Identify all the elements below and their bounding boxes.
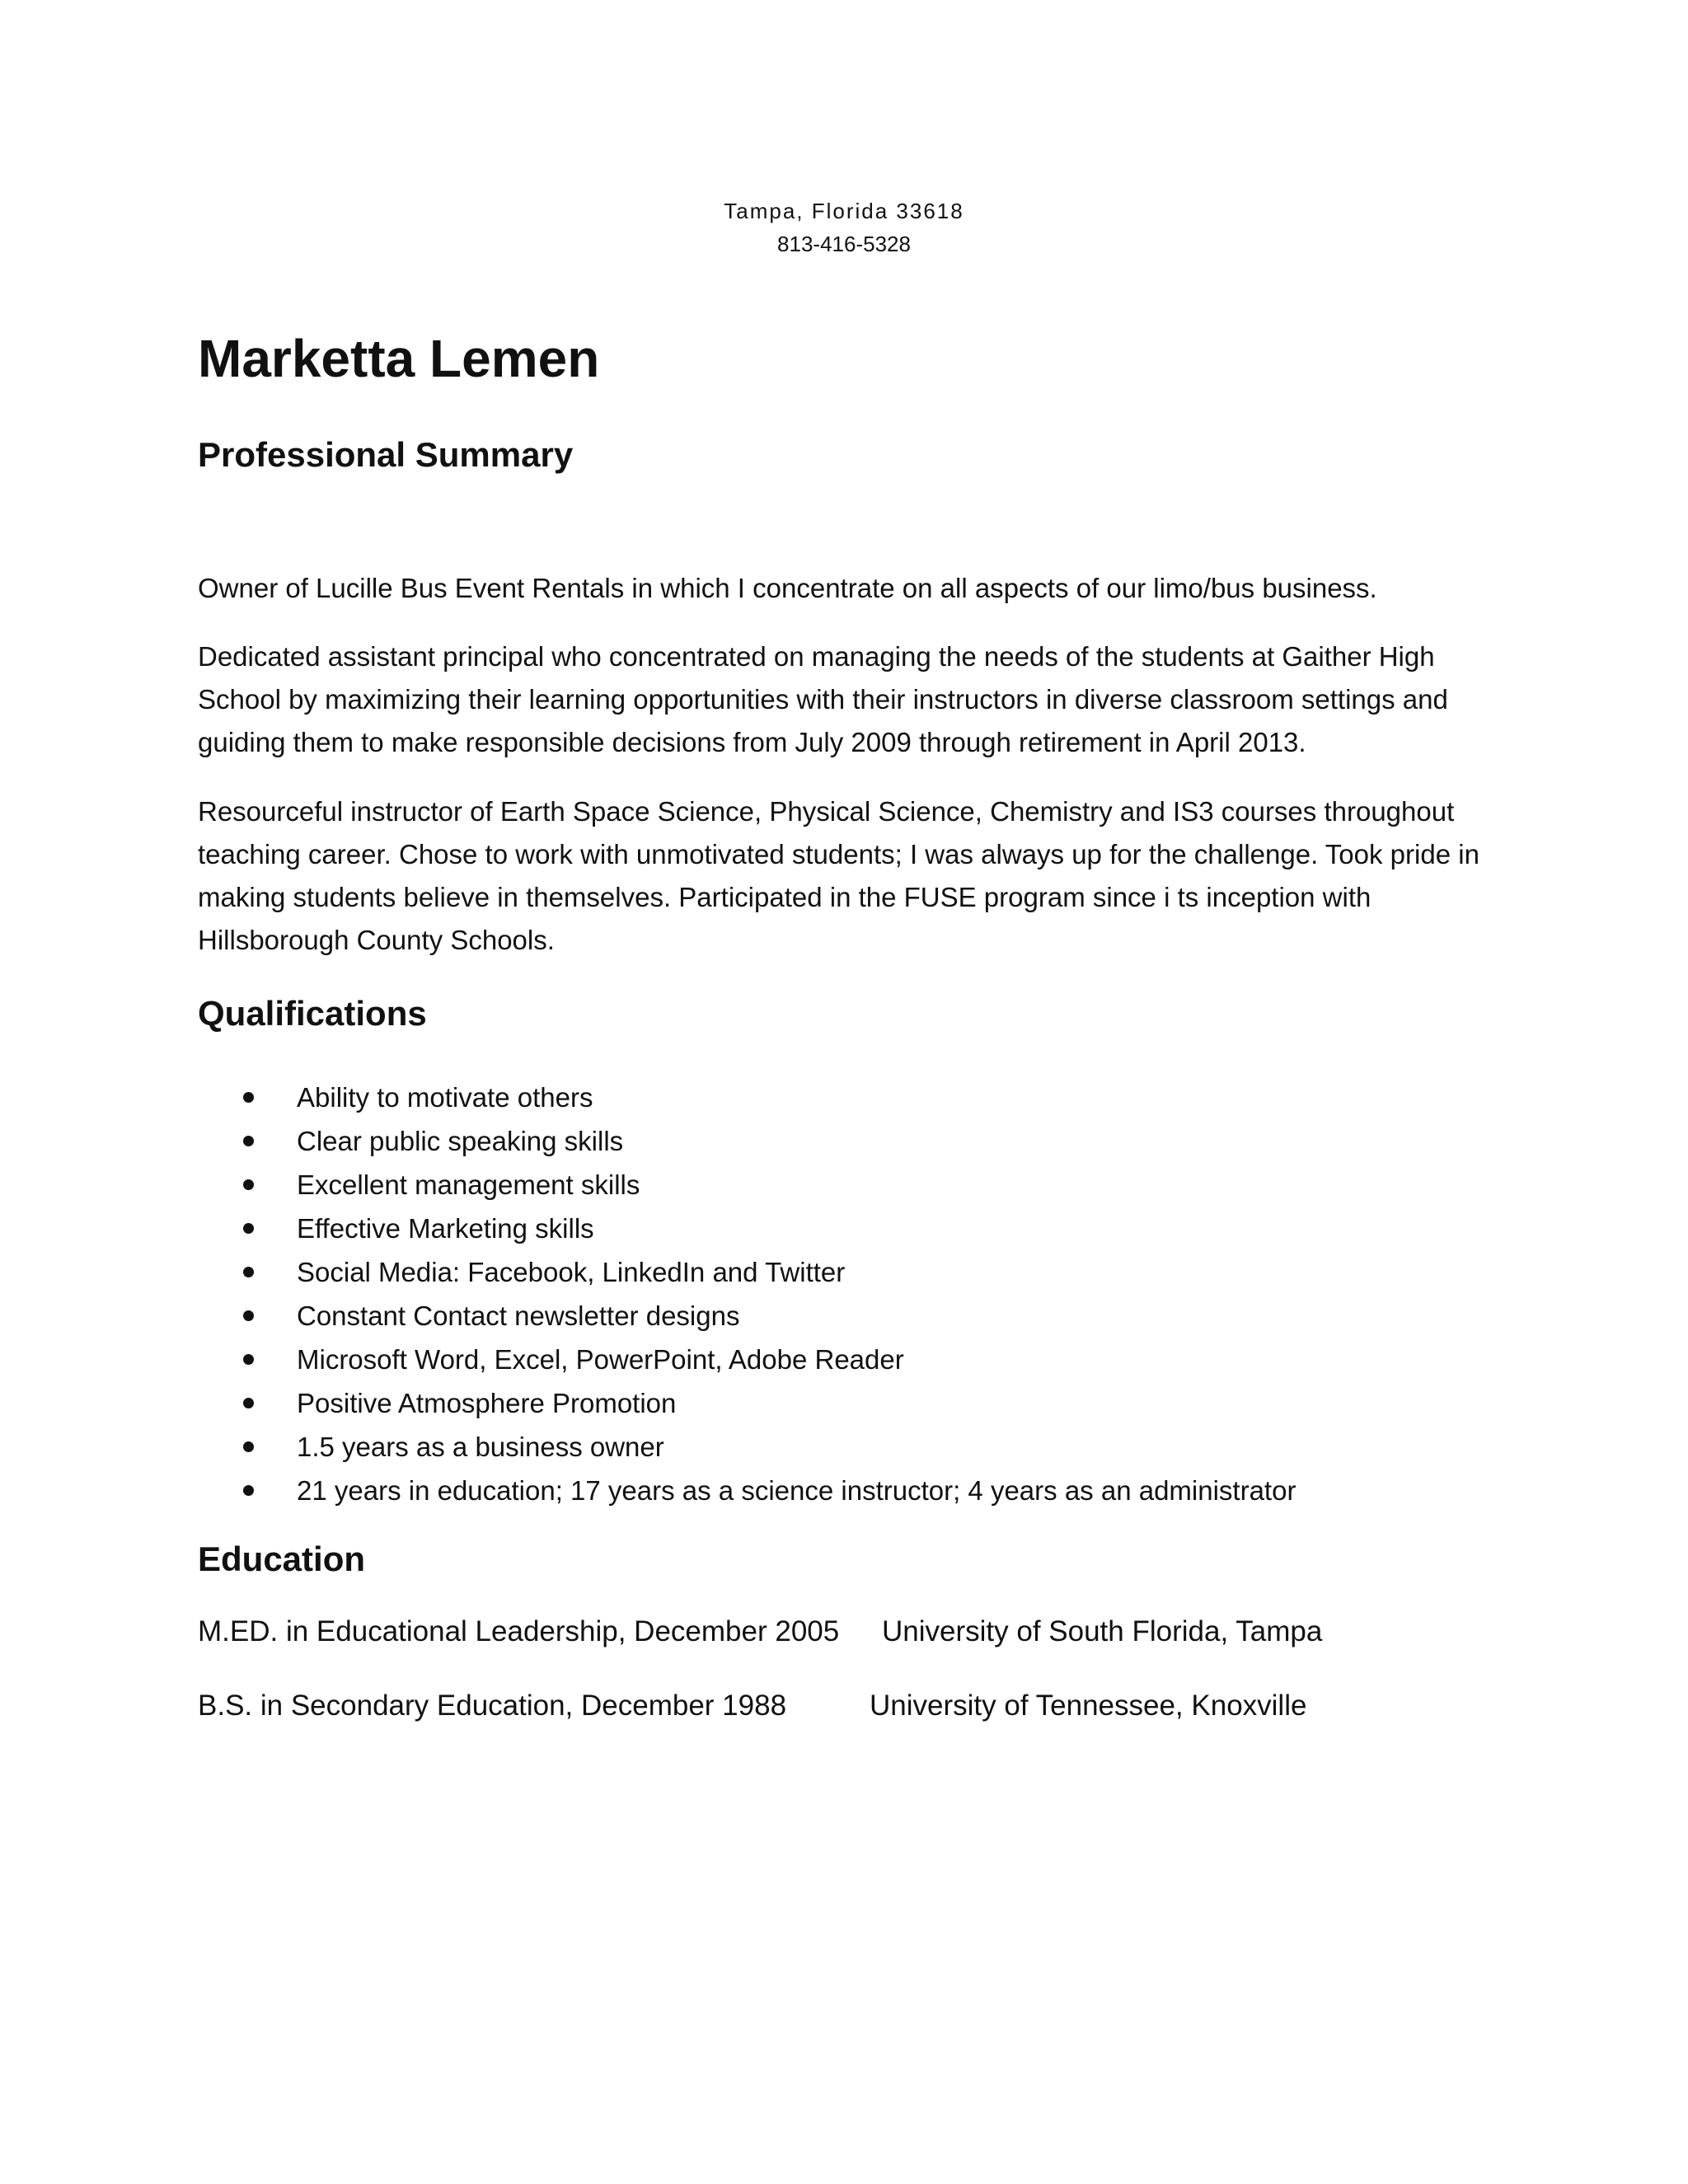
qualification-text: Social Media: Facebook, LinkedIn and Twitter bbox=[297, 1257, 846, 1287]
qualification-text: Excellent management skills bbox=[297, 1169, 640, 1200]
qualification-text: Microsoft Word, Excel, PowerPoint, Adobe Reader bbox=[297, 1344, 904, 1375]
bullet-icon bbox=[243, 1136, 254, 1146]
contact-phone: 813-416-5328 bbox=[777, 232, 911, 256]
education-school: University of Tennessee, Knoxville bbox=[870, 1690, 1307, 1722]
education-heading: Education bbox=[198, 1540, 366, 1578]
bullet-icon bbox=[243, 1310, 254, 1321]
bullet-icon bbox=[243, 1485, 254, 1496]
summary-heading: Professional Summary bbox=[198, 435, 574, 474]
bullet-icon bbox=[243, 1223, 254, 1234]
education-school: University of South Florida, Tampa bbox=[882, 1615, 1323, 1647]
qualification-text: Constant Contact newsletter designs bbox=[297, 1301, 740, 1331]
qualification-text: Effective Marketing skills bbox=[297, 1213, 594, 1244]
bullet-icon bbox=[243, 1354, 254, 1365]
qualification-text: Clear public speaking skills bbox=[297, 1126, 624, 1156]
qualifications-heading: Qualifications bbox=[198, 994, 427, 1033]
bullet-icon bbox=[243, 1398, 254, 1408]
education-degree: M.ED. in Educational Leadership, December 2005 bbox=[198, 1615, 840, 1647]
bullet-icon bbox=[243, 1092, 254, 1103]
bullet-icon bbox=[243, 1267, 254, 1277]
bullet-icon bbox=[243, 1441, 254, 1452]
contact-address: Tampa, Florida 33618 bbox=[724, 199, 964, 223]
contact-block bbox=[0, 194, 1688, 260]
bullet-icon bbox=[243, 1179, 254, 1190]
summary-paragraph: Dedicated assistant principal who concentrated on managing the needs of the students at Gaither High School by maximizing their learning opportunities with their instructors in diverse classroom settings and guiding them to make responsible decisions from July 2009 through retirement in April 2013. bbox=[198, 641, 1448, 757]
summary-paragraph: Resourceful instructor of Earth Space Science, Physical Science, Chemistry and IS3 courses throughout teaching career. Chose to work with unmotivated students; I was always up for the challenge. Took pride in making students believe in themselves. Participated in the FUSE program since i ts inception with Hillsborough County Schools. bbox=[198, 796, 1479, 955]
summary-paragraph: Owner of Lucille Bus Event Rentals in which I concentrate on all aspects of our limo/bus business. bbox=[198, 573, 1377, 603]
qualification-text: Ability to motivate others bbox=[297, 1082, 593, 1113]
qualification-text: 1.5 years as a business owner bbox=[297, 1432, 664, 1462]
qualification-text: Positive Atmosphere Promotion bbox=[297, 1388, 677, 1418]
education-degree: B.S. in Secondary Education, December 1988 bbox=[198, 1690, 787, 1722]
candidate-name: Marketta Lemen bbox=[198, 329, 600, 388]
qualification-text: 21 years in education; 17 years as a science instructor; 4 years as an administrator bbox=[297, 1475, 1296, 1506]
